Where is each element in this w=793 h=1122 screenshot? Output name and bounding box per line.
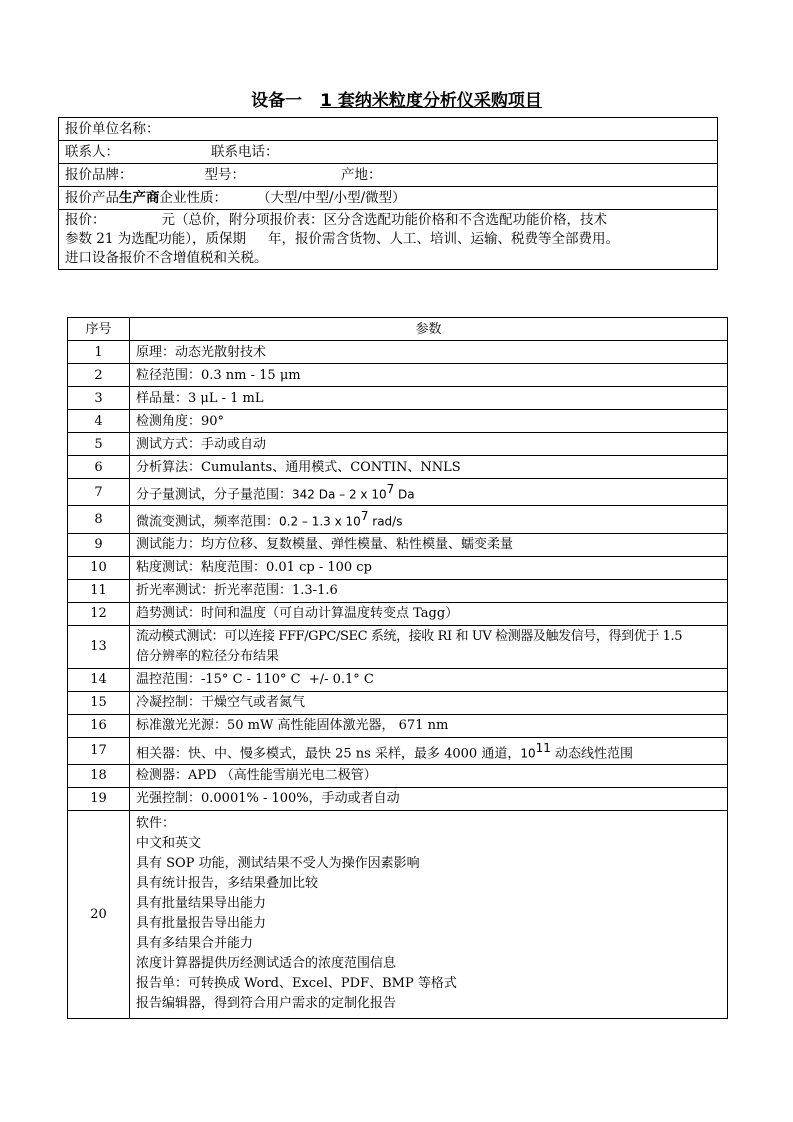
table-row	[68, 341, 728, 364]
row-line-1: 流动模式测试：可以连接 FFF/GPC/SEC 系统，接收 RI 和 UV 检测器及触发信号，得到优于 1.5	[136, 628, 683, 644]
software-line: 具有 SOP 功能，测试结果不受人为操作因素影响	[136, 855, 420, 871]
row-no: 9	[68, 533, 130, 556]
header-no: 序号	[68, 318, 130, 341]
nature-bold: 生产商	[119, 190, 160, 206]
row-text-a: 微流变测试，频率范围：	[136, 514, 280, 530]
row-text: 冷凝控制：干燥空气或者氮气	[130, 691, 728, 714]
row-text: 粒径范围：0.3 nm - 15 μm	[130, 364, 728, 387]
nature-prefix: 报价产品	[65, 190, 119, 206]
model-label: 型号：	[204, 167, 245, 183]
row-text: 趋势测试：时间和温度（可自动计算温度转变点 Tagg）	[130, 602, 728, 625]
page-title	[0, 86, 793, 111]
software-line: 中文和英文	[136, 835, 202, 851]
row-no: 17	[68, 737, 130, 764]
parameter-table	[67, 317, 728, 1019]
row-no: 11	[68, 579, 130, 602]
table-row	[68, 479, 728, 506]
nature-suffix: 企业性质：	[159, 190, 227, 206]
price-label: 报价：	[65, 212, 106, 228]
row-no: 18	[68, 764, 130, 787]
row-no: 7	[68, 479, 130, 506]
table-row	[68, 787, 728, 810]
info-row-nature	[59, 187, 718, 210]
table-row	[68, 579, 728, 602]
row-no: 20	[68, 810, 130, 1018]
table-header-row	[68, 318, 728, 341]
row-no: 5	[68, 433, 130, 456]
price-line-2-text-a: 参数 21 为选配功能），质保期	[65, 231, 247, 247]
brand-label: 报价品牌：	[65, 167, 133, 183]
table-row	[68, 764, 728, 787]
table-row	[68, 625, 728, 668]
row-text: 温控范围：-15° C - 110° C +/- 0.1° C	[130, 668, 728, 691]
row-no: 3	[68, 387, 130, 410]
table-row	[68, 691, 728, 714]
unit-name-label: 报价单位名称：	[65, 121, 160, 137]
row-no: 1	[68, 341, 130, 364]
row-text	[130, 506, 728, 533]
row-no: 10	[68, 556, 130, 579]
table-row	[68, 364, 728, 387]
price-line-1	[65, 211, 711, 230]
row-text-a: 相关器：快、中、慢多模式，最快 25 ns 采样，最多 4000 通道，	[136, 745, 521, 761]
software-line: 浓度计算器提供历经测试适合的浓度范围信息	[136, 955, 397, 971]
table-row	[68, 668, 728, 691]
row-no: 4	[68, 410, 130, 433]
phone-label: 联系电话：	[211, 144, 279, 160]
row-text: 检测器：APD （高性能雪崩光电二极管）	[130, 764, 728, 787]
row-text: 分析算法：Cumulants、通用模式、CONTIN、NNLS	[130, 456, 728, 479]
nature-cell	[59, 187, 718, 210]
brand-cell	[59, 164, 718, 187]
row-text: 光强控制：0.0001% - 100%，手动或者自动	[130, 787, 728, 810]
table-row	[68, 556, 728, 579]
row-no: 12	[68, 602, 130, 625]
table-row	[68, 602, 728, 625]
price-line-3: 进口设备报价不含增值税和关税。	[65, 250, 268, 266]
row-text: 原理：动态光散射技术	[130, 341, 728, 364]
row-text: 检测角度：90°	[130, 410, 728, 433]
software-line: 报告单：可转换成 Word、Excel、PDF、BMP 等格式	[136, 975, 457, 991]
row-no: 8	[68, 506, 130, 533]
info-row-price	[59, 210, 718, 270]
info-row-brand	[59, 164, 718, 187]
contact-label: 联系人：	[65, 144, 119, 160]
table-row	[68, 433, 728, 456]
row-line-2: 倍分辨率的粒径分布结果	[136, 648, 280, 664]
nature-options: （大型/中型/小型/微型）	[257, 190, 406, 206]
info-row-contact	[59, 141, 718, 164]
row-no: 14	[68, 668, 130, 691]
title-part-1: 设备一	[251, 91, 303, 111]
row-text-b: 10	[520, 745, 536, 760]
contact-cell	[59, 141, 718, 164]
software-cell	[130, 810, 728, 1018]
info-row-unit	[59, 118, 718, 141]
table-row	[68, 714, 728, 737]
row-text: 样品量：3 μL - 1 mL	[130, 387, 728, 410]
row-no: 16	[68, 714, 130, 737]
price-line-2	[65, 230, 711, 249]
row-text: 测试能力：均方位移、复数模量、弹性模量、粘性模量、蠕变柔量	[130, 533, 728, 556]
row-no: 6	[68, 456, 130, 479]
software-line: 具有批量结果导出能力	[136, 895, 267, 911]
header-param: 参数	[130, 318, 728, 341]
table-row	[68, 810, 728, 1018]
table-row	[68, 387, 728, 410]
row-sup: 7	[360, 509, 369, 524]
row-text-c: 动态线性范围	[550, 745, 634, 761]
origin-label: 产地：	[341, 167, 382, 183]
table-row	[68, 410, 728, 433]
row-text-c: Da	[394, 487, 415, 502]
software-line: 软件：	[136, 815, 176, 831]
table-row	[68, 737, 728, 764]
row-text-a: 分子量测试，分子量范围：	[136, 487, 293, 503]
software-line: 报告编辑器，得到符合用户需求的定制化报告	[136, 995, 397, 1011]
row-no: 2	[68, 364, 130, 387]
row-text-b: 0.2 – 1.3 x 10	[279, 514, 361, 529]
title-part-2: 1 套纳米粒度分析仪采购项目	[320, 91, 542, 111]
row-text: 测试方式：手动或自动	[130, 433, 728, 456]
row-no: 19	[68, 787, 130, 810]
software-line: 具有多结果合并能力	[136, 935, 254, 951]
unit-name-cell	[59, 118, 718, 141]
row-sup: 11	[535, 740, 551, 755]
table-row	[68, 456, 728, 479]
table-row	[68, 506, 728, 533]
software-line: 具有统计报告，多结果叠加比较	[136, 875, 319, 891]
row-no: 13	[68, 625, 130, 668]
table-row	[68, 533, 728, 556]
price-line-1-text: 元（总价，附分项报价表：区分含选配功能价格和不含选配功能价格，技术	[161, 212, 607, 228]
row-text: 标准激光光源：50 mW 高性能固体激光器， 671 nm	[130, 714, 728, 737]
software-line: 具有批量报告导出能力	[136, 915, 267, 931]
row-text	[130, 479, 728, 506]
price-cell	[59, 210, 718, 270]
row-no: 15	[68, 691, 130, 714]
quote-info-table	[58, 117, 718, 270]
row-text	[130, 625, 728, 668]
row-text: 粘度测试：粘度范围：0.01 cp - 100 cp	[130, 556, 728, 579]
price-line-2-text-b: 年，报价需含货物、人工、培训、运输、税费等全部费用。	[268, 231, 620, 247]
row-sup: 7	[386, 482, 395, 496]
row-text-c: rad/s	[368, 514, 403, 529]
row-text	[130, 737, 728, 764]
row-text-b: 342 Da – 2 x 10	[292, 487, 387, 502]
row-text: 折光率测试：折光率范围：1.3-1.6	[130, 579, 728, 602]
